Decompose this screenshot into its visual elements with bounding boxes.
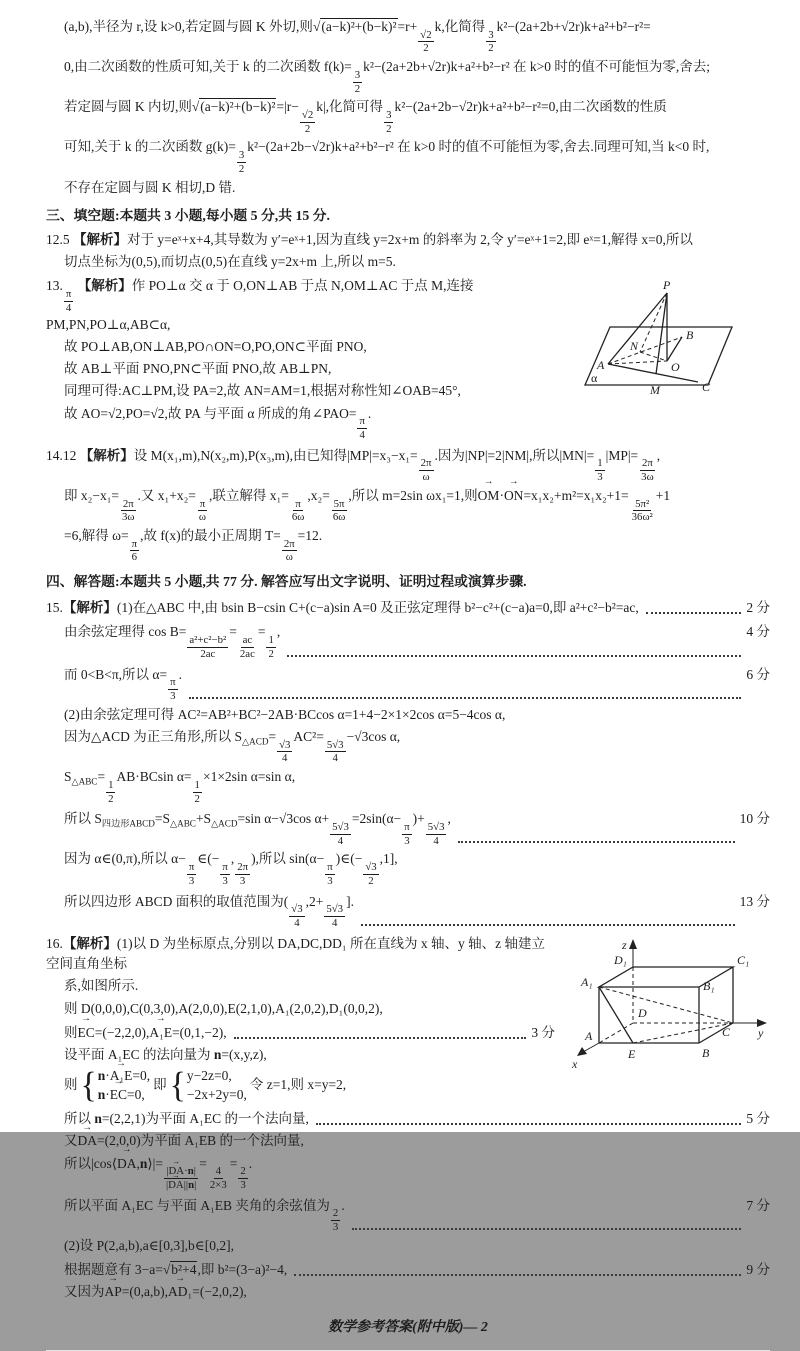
solution-text: 而 0<B<π,所以 α= $\frac{\pi}{3}$ . [64,666,182,702]
solution-text: 即 x₂−x₁= $\frac{2\pi}{3\omega}$ .又 x₁+x₂= $\frac{\pi}{\omega}$ ,联立解得 x₁= $\frac{\pi}{6\omega}$ ,x₂= $\frac{5\pi}{6\omega}$ ,所以 m=2sin ωx₁=1,则OM →·ON →=x₁x₂+m²=x₁x₂+1= $\frac{\text{5π²}}{\text{36ω²}}$ +1 [64,486,670,524]
solution-line [46,1066,555,1106]
figure-label: α [591,371,598,386]
solution-text: 所以平面 A₁EC 与平面 A₁EB 夹角的余弦值为 $\frac{2}{3}$ . [64,1197,345,1234]
figure-label: B [702,1045,710,1060]
solution-line [46,806,770,848]
solution-text: 不存在定圆与圆 K 相切,D 错. [64,179,236,195]
dotted-leader [458,841,735,843]
solution-text: 同理可得:AC⊥PM,设 PA=2,故 AN=AM=1,根据对称性知∠OAB=45°, [64,383,461,399]
figure-label: P [663,278,671,293]
solution-line [46,1235,770,1257]
figure-label: x [572,1056,578,1071]
problem-11-continuation [46,16,770,199]
solution-line [46,1281,770,1303]
solution-line [46,704,770,726]
solution-text: 13. $\frac{\pi}{4}$ 【解析】作 PO⊥α 交 α 于 O,ON⊥AB 于点 N,OM⊥AC 于点 M,连接 PM,PN,PO⊥α,AB⊂α, [46,278,474,332]
solution-text: 0,由二次函数的性质可知,关于 k 的二次函数 f(k)= $\frac{3}{2}$ k²−(2a+2b+√2r)k+a²+b²−r² 在 k>0 时的值不可能恒为零,舍去; [64,59,711,95]
page-footer: 数学参考答案(附中版)— 2 [328,1319,488,1335]
solution-line [46,229,770,251]
solution-line [46,1257,770,1281]
solution-line [46,403,570,443]
solution-line [46,177,770,199]
solution-line [46,358,570,380]
section-4-header: 四、解答题:本题共 5 小题,共 77 分. 解答应写出文字说明、证明过程或演算步骤. [46,574,527,590]
figure-label: D₁ [614,952,627,967]
score-label: 2 分 [746,600,770,616]
problem-14 [46,445,770,565]
solution-line [46,16,770,56]
solution-line [46,766,770,806]
score-label: 5 分 [746,1111,770,1127]
figure-label: N [630,339,639,354]
solution-text: 所以 $S_{四边形ABCD}=S_{\triangle ABC}+S_{\triangle ACD}=\sin$ α−√3cos α+ $\frac{5√3}{4}$ =2sin(α− $\frac{\pi}{3}$ )+ $\frac{5√3}{4}$ , [64,811,451,847]
solution-text: 所以|cos⟨DA →,n⟩|= $\frac{|DA \to\cdot n|}{|DA \to||n|}$ = $\frac{4}{2\times 3}$ = $\frac{2}{3}$ . [64,1154,252,1192]
solution-line [46,889,770,931]
section-3-header: 三、填空题:本题共 3 小题,每小题 5 分,共 15 分. [46,207,330,223]
solution-line [46,525,770,565]
score-label: 9 分 [746,1262,770,1278]
figure-label: A [585,1028,593,1043]
solution-line [46,595,770,619]
figure-label: M [650,383,660,398]
solution-text: 则 { n·A₁E →=0, n·EC →=0, 即 { y−2z=0, −2x+2y=0, 令 z=1,则 x=y=2, [64,1067,346,1105]
solution-line [46,136,770,176]
solution-text: 则 D(0,0,0),C(0,3,0),A(2,0,0),E(2,1,0),A₁(2,0,2),D₁(0,0,2), [64,1000,383,1016]
solution-line [46,975,555,997]
solution-text: 因为 α∈(0,π),所以 α− $\frac{\pi}{3}$ ∈(− $\frac{\pi}{3}$ , $\frac{2\pi}{3}$ ),所以 sin(α− $\frac{\pi}{3}$ )∈(− $\frac{√3}{2}$ ,1], [64,851,398,887]
figure-label: B [686,328,694,343]
solution-line [46,1153,770,1193]
figure-13-pyramid-on-plane-diagram [580,277,770,401]
solution-line [46,275,570,335]
figure-label: A [597,358,605,373]
solution-text: 又DA →=(2,0,0)为平面 A₁EB 的一个法向量, [64,1131,304,1151]
solution-line [46,336,570,358]
solution-line [46,1106,770,1130]
figure-label: A₁ [581,974,593,989]
solution-text: (2)设 P(2,a,b),a∈[0,3],b∈[0,2], [64,1237,234,1253]
solution-text: 16.【解析】(1)以 D 为坐标原点,分别以 DA,DC,DD₁ 所在直线为 x 轴、y 轴、z 轴建立空间直角坐标 [46,935,545,971]
problem-15 [46,595,770,931]
figure-label: C [722,1024,731,1039]
dotted-leader [316,1123,742,1125]
figure-label: y [758,1025,764,1040]
solution-line [46,998,555,1020]
figure-label: C [702,380,711,395]
score-label: 7 分 [746,1197,770,1213]
solution-line [46,56,770,96]
solution-line [46,251,770,273]
dotted-leader [646,612,742,614]
solution-text: $S_{\triangle ABC}=$ $\frac{1}{2}$ AB·BCsin α= $\frac{1}{2}$ ×1×2sin α=sin α, [64,769,296,805]
solution-line [46,848,770,888]
solution-line [46,485,770,525]
solution-line [46,1130,770,1152]
solution-line [46,662,770,704]
solution-line [46,933,555,976]
solution-text: =6,解得 ω= $\frac{\pi}{6}$ ,故 f(x)的最小正周期 T= $\frac{2\pi}{\omega}$ =12. [64,528,323,564]
solution-line [46,619,770,661]
solution-text: 根据题意有 3−a=√b²+4,即 b²=(3−a)²−4, [64,1262,288,1278]
figure-label: E [628,1046,636,1061]
solution-text: 若定圆与圆 K 内切,则√(a−k)²+(b−k)²=|r− $\frac{√2}{2}$ k|,化简可得 $\frac{3}{2}$ k²−(2a+2b−√2r)k+a²+b²−r²=0,由二次函数的性质 [64,99,667,135]
solution-text: (2)由余弦定理可得 AC²=AB²+BC²−2AB·BCcos α=1+4−2×1×2cos α=5−4cos α, [64,706,506,722]
solution-text: 可知,关于 k 的二次函数 g(k)= $\frac{3}{2}$ k²−(2a+2b−√2r)k+a²+b²−r² 在 k>0 时的值不可能恒为零,舍去.同理可知,当 k<0 时, [64,139,710,175]
problem-13 [46,275,770,442]
solution-line [46,1020,555,1044]
solution-text: 切点坐标为(0,5),而切点(0,5)在直线 y=2x+m 上,所以 m=5. [64,254,396,270]
solution-text: 又因为AP →=(0,a,b),AD₁ →=(−2,0,2), [64,1282,247,1302]
figure-label: C₁ [737,952,750,967]
solution-text: 故 PO⊥AB,ON⊥AB,PO∩ON=O,PO,ON⊂平面 PNO, [64,338,367,354]
dotted-leader [361,924,735,926]
solution-text: 因为△ACD 为正三角形,所以 $S_{\triangle ACD}=$ $\frac{√3}{4}$ AC²= $\frac{5√3}{4}$ −√3cos α, [64,728,401,765]
solution-line [46,726,770,766]
solution-line [46,96,770,136]
score-label: 6 分 [746,666,770,682]
bottom-rule [46,1350,770,1351]
solution-text: 由余弦定理得 cos B= $\frac{\text{a²+c²−b²}}{2ac}$ = $\frac{ac}{2ac}$ = $\frac{1}{2}$ , [64,624,281,660]
document-body [46,16,770,1306]
figure-label: O [671,360,680,375]
solution-text: 所以四边形 ABCD 面积的取值范围为( $\frac{√3}{4}$ ,2+ $\frac{5√3}{4}$ ]. [64,893,354,930]
score-label: 3 分 [531,1024,555,1040]
figure-16-cuboid-coordinate-diagram [565,935,770,1083]
dotted-leader [352,1228,742,1230]
dotted-leader [294,1274,741,1276]
solution-text: 系,如图所示. [64,978,139,994]
dotted-leader [287,655,741,657]
solution-line [46,445,770,485]
score-label: 10 分 [739,811,770,827]
solution-text: 所以 n=(2,2,1)为平面 A₁EC 的一个法向量, [64,1111,309,1127]
dotted-leader [234,1037,527,1039]
solution-text: (a,b),半径为 r,设 k>0,若定圆与圆 K 外切,则√(a−k)²+(b−k)²=r+ $\frac{√2}{2}$ k,化简得 $\frac{3}{2}$ k²−(2a+2b+√2r)k+a²+b²−r²= [64,19,651,55]
score-label: 13 分 [739,893,770,909]
problem-12 [46,229,770,274]
solution-text: 故 AO=√2,PO=√2,故 PA 与平面 α 所成的角∠PAO= $\frac{\pi}{4}$ . [64,405,372,441]
solution-text: 12.5 【解析】对于 y=eˣ+x+4,其导数为 y′=eˣ+1,因为直线 y=2x+m 的斜率为 2,令 y′=eˣ+1=2,即 eˣ=1,解得 x=0,所以 [46,231,693,247]
solution-text: 设平面 A₁EC 的法向量为 n=(x,y,z), [64,1047,267,1062]
solution-text: 15.【解析】(1)在△ABC 中,由 bsin B−csin C+(c−a)sin A=0 及正弦定理得 b²−c²+(c−a)a=0,即 a²+c²−b²=ac, [46,600,639,616]
solution-text: 故 AB⊥平面 PNO,PN⊂平面 PNO,故 AB⊥PN, [64,361,332,377]
solution-text: 则EC →=(−2,2,0),A₁E →=(0,1,−2), [64,1023,227,1043]
solution-line [46,380,570,402]
score-label: 4 分 [746,624,770,640]
solution-line [46,1193,770,1235]
problem-16 [46,933,770,1304]
figure-label: D [638,1005,647,1020]
solution-text: 14.12 【解析】设 M(x₁,m),N(x₂,m),P(x₃,m),由已知得|MP|=x₃−x₁= $\frac{2\pi}{\omega}$ .因为|NP|=2|NM|,所以|MN|= $\frac{1}{3}$ |MP|= $\frac{2\pi}{3\omega}$ , [46,447,661,484]
figure-label: z [622,937,627,952]
figure-label: B₁ [703,978,715,993]
dotted-leader [189,697,741,699]
